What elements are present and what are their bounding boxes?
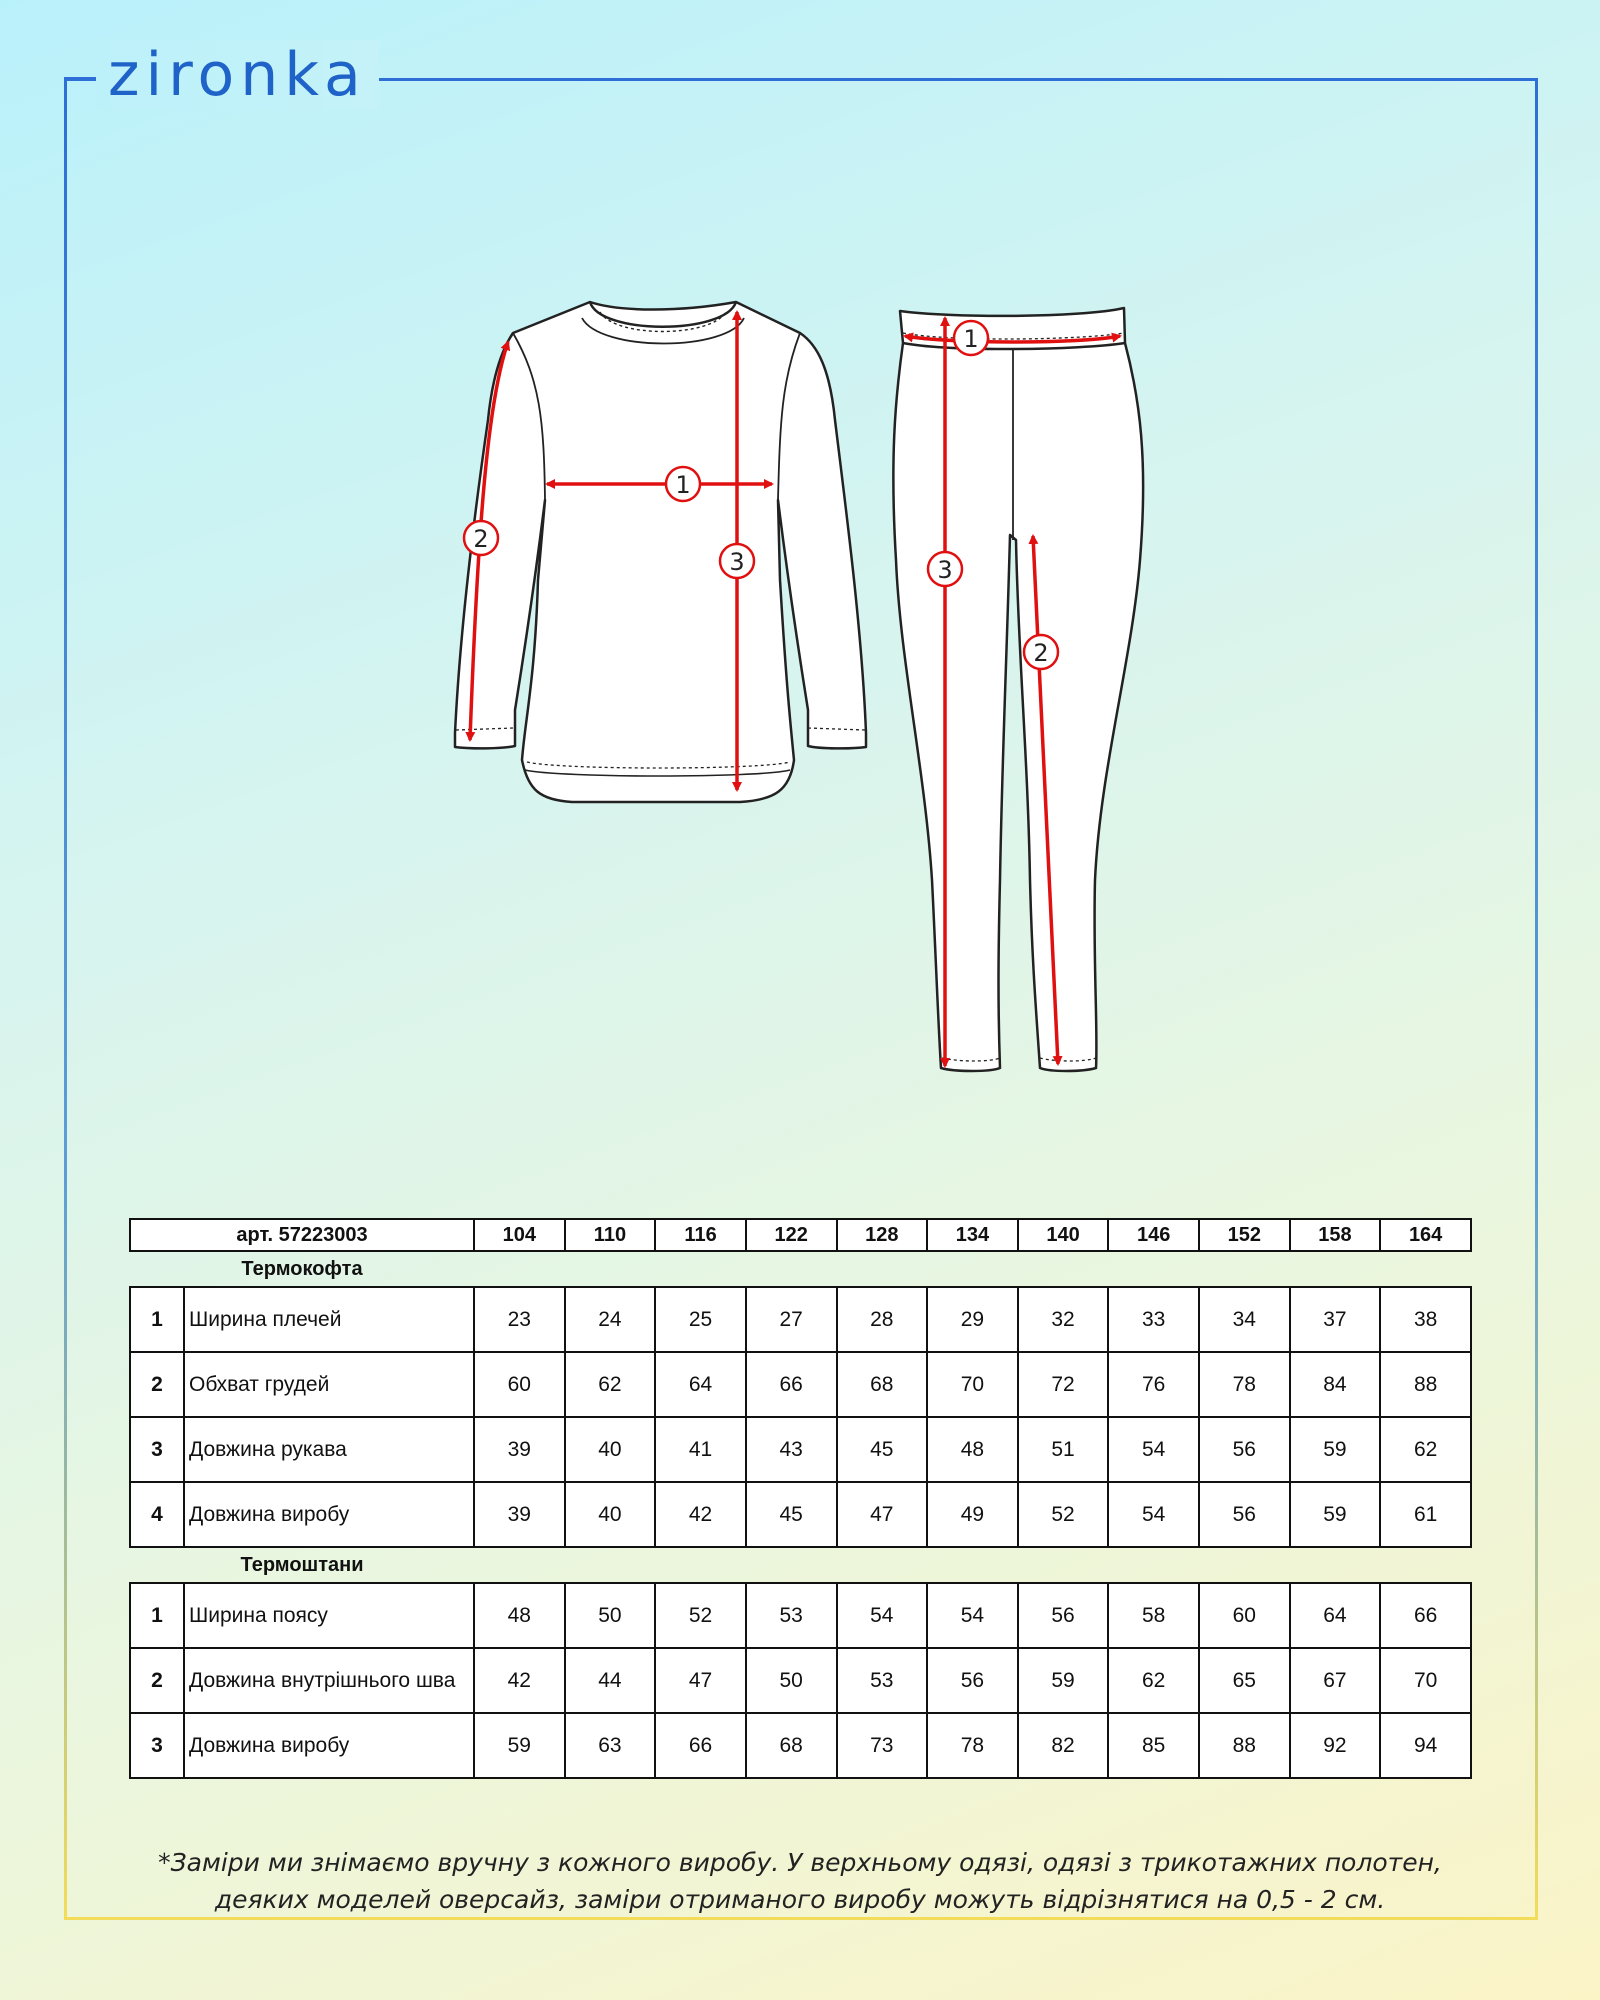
table-row <box>130 1417 1471 1482</box>
measurement-value: 78 <box>1199 1352 1290 1417</box>
pants-outline <box>893 308 1143 1071</box>
measurement-value: 68 <box>746 1713 837 1778</box>
measurement-value: 59 <box>1018 1648 1109 1713</box>
top-marker-2: 2 <box>473 525 489 553</box>
measurement-value: 41 <box>655 1417 746 1482</box>
section-spacer <box>474 1547 1471 1583</box>
measurement-value: 44 <box>565 1648 656 1713</box>
measurement-value: 56 <box>927 1648 1018 1713</box>
measurement-value: 64 <box>655 1352 746 1417</box>
size-header-cell: 116 <box>655 1219 746 1251</box>
size-header-cell: 110 <box>565 1219 656 1251</box>
size-header-cell: 152 <box>1199 1219 1290 1251</box>
measurement-value: 66 <box>655 1713 746 1778</box>
measurement-value: 54 <box>927 1583 1018 1648</box>
pants-marker-2: 2 <box>1033 639 1049 667</box>
measurement-value: 56 <box>1199 1417 1290 1482</box>
measurement-label: Ширина поясу <box>184 1583 474 1648</box>
measurement-value: 33 <box>1108 1287 1199 1352</box>
measurement-value: 94 <box>1380 1713 1471 1778</box>
measurement-value: 47 <box>837 1482 928 1547</box>
measurement-value: 24 <box>565 1287 656 1352</box>
footnote <box>80 1844 1520 1918</box>
measurement-value: 59 <box>1290 1417 1381 1482</box>
measurement-value: 84 <box>1290 1352 1381 1417</box>
measurement-value: 59 <box>1290 1482 1381 1547</box>
measurement-value: 54 <box>1108 1482 1199 1547</box>
footnote-line-1: *Заміри ми знімаємо вручну з кожного виробу. У верхньому одязі, одязі з трикотажних полотен, <box>158 1848 1442 1877</box>
measurement-value: 51 <box>1018 1417 1109 1482</box>
row-number: 2 <box>130 1648 184 1713</box>
measurement-value: 60 <box>1199 1583 1290 1648</box>
measurement-value: 64 <box>1290 1583 1381 1648</box>
measurement-value: 39 <box>474 1417 565 1482</box>
section-title-row <box>130 1251 1471 1287</box>
row-number: 2 <box>130 1352 184 1417</box>
section-title: Термокофта <box>241 1257 363 1280</box>
measurement-value: 68 <box>837 1352 928 1417</box>
measurement-value: 53 <box>837 1648 928 1713</box>
measurement-value: 85 <box>1108 1713 1199 1778</box>
measurement-value: 92 <box>1290 1713 1381 1778</box>
measurement-value: 61 <box>1380 1482 1471 1547</box>
measurement-label: Довжина рукава <box>184 1417 474 1482</box>
measurement-label: Обхват грудей <box>184 1352 474 1417</box>
measurement-value: 66 <box>1380 1583 1471 1648</box>
size-table <box>129 1218 1472 1779</box>
table-row <box>130 1648 1471 1713</box>
table-row <box>130 1713 1471 1778</box>
measurement-value: 28 <box>837 1287 928 1352</box>
measurement-value: 70 <box>1380 1648 1471 1713</box>
measurement-value: 27 <box>746 1287 837 1352</box>
section-title: Термоштани <box>240 1553 364 1576</box>
pants-marker-1: 1 <box>963 325 979 353</box>
size-header-cell: 134 <box>927 1219 1018 1251</box>
measurement-value: 42 <box>474 1648 565 1713</box>
measurement-value: 47 <box>655 1648 746 1713</box>
measurement-value: 23 <box>474 1287 565 1352</box>
measurement-value: 72 <box>1018 1352 1109 1417</box>
size-header-cell: 164 <box>1380 1219 1471 1251</box>
measurement-value: 52 <box>655 1583 746 1648</box>
measurement-value: 54 <box>1108 1417 1199 1482</box>
section-title-row <box>130 1547 1471 1583</box>
measurement-label: Довжина виробу <box>184 1482 474 1547</box>
measurement-value: 38 <box>1380 1287 1471 1352</box>
measurement-value: 73 <box>837 1713 928 1778</box>
measurement-value: 40 <box>565 1417 656 1482</box>
measurement-value: 49 <box>927 1482 1018 1547</box>
thermal-top-drawing <box>455 302 866 802</box>
size-header-cell: 146 <box>1108 1219 1199 1251</box>
thermal-pants-drawing <box>893 308 1143 1071</box>
pants-marker-3: 3 <box>937 556 953 584</box>
measurement-value: 54 <box>837 1583 928 1648</box>
article-number: арт. 57223003 <box>130 1219 474 1251</box>
measurement-label: Довжина виробу <box>184 1713 474 1778</box>
measurement-value: 48 <box>474 1583 565 1648</box>
size-header-cell: 122 <box>746 1219 837 1251</box>
measurement-value: 63 <box>565 1713 656 1778</box>
measurement-value: 82 <box>1018 1713 1109 1778</box>
measurement-value: 43 <box>746 1417 837 1482</box>
size-header-cell: 140 <box>1018 1219 1109 1251</box>
measurement-value: 78 <box>927 1713 1018 1778</box>
measurement-value: 42 <box>655 1482 746 1547</box>
measurement-value: 50 <box>565 1583 656 1648</box>
measurement-value: 88 <box>1380 1352 1471 1417</box>
measurement-value: 62 <box>1380 1417 1471 1482</box>
footnote-line-2: деяких моделей оверсайз, заміри отриманого виробу можуть відрізнятися на 0,5 - 2 см. <box>214 1885 1386 1914</box>
measurement-value: 76 <box>1108 1352 1199 1417</box>
measurement-value: 25 <box>655 1287 746 1352</box>
measurement-value: 39 <box>474 1482 565 1547</box>
brand-logo: zironka <box>96 40 379 110</box>
measurement-value: 56 <box>1199 1482 1290 1547</box>
measurement-value: 70 <box>927 1352 1018 1417</box>
section-spacer <box>474 1251 1471 1287</box>
row-number: 3 <box>130 1417 184 1482</box>
measurement-value: 32 <box>1018 1287 1109 1352</box>
size-header-cell: 128 <box>837 1219 928 1251</box>
measurement-value: 52 <box>1018 1482 1109 1547</box>
table-row <box>130 1287 1471 1352</box>
measurement-value: 62 <box>565 1352 656 1417</box>
table-row <box>130 1583 1471 1648</box>
measurement-value: 60 <box>474 1352 565 1417</box>
measurement-value: 34 <box>1199 1287 1290 1352</box>
measurement-value: 48 <box>927 1417 1018 1482</box>
measurement-value: 45 <box>837 1417 928 1482</box>
row-number: 4 <box>130 1482 184 1547</box>
measurement-value: 29 <box>927 1287 1018 1352</box>
measurement-value: 40 <box>565 1482 656 1547</box>
row-number: 1 <box>130 1287 184 1352</box>
row-number: 1 <box>130 1583 184 1648</box>
measurement-label: Ширина плечей <box>184 1287 474 1352</box>
size-header-row <box>130 1219 1471 1251</box>
measurement-value: 37 <box>1290 1287 1381 1352</box>
measurement-value: 45 <box>746 1482 837 1547</box>
size-header-cell: 104 <box>474 1219 565 1251</box>
measurement-label: Довжина внутрішнього шва <box>184 1648 474 1713</box>
measurement-value: 65 <box>1199 1648 1290 1713</box>
measurement-value: 66 <box>746 1352 837 1417</box>
measurement-value: 59 <box>474 1713 565 1778</box>
measurement-value: 62 <box>1108 1648 1199 1713</box>
top-marker-3: 3 <box>729 548 745 576</box>
measurement-value: 67 <box>1290 1648 1381 1713</box>
measurement-value: 50 <box>746 1648 837 1713</box>
top-outline <box>455 302 866 802</box>
top-marker-1: 1 <box>675 471 691 499</box>
measurement-value: 56 <box>1018 1583 1109 1648</box>
table-row <box>130 1482 1471 1547</box>
measurement-value: 53 <box>746 1583 837 1648</box>
row-number: 3 <box>130 1713 184 1778</box>
measurement-value: 58 <box>1108 1583 1199 1648</box>
table-row <box>130 1352 1471 1417</box>
size-header-cell: 158 <box>1290 1219 1381 1251</box>
measurement-value: 88 <box>1199 1713 1290 1778</box>
